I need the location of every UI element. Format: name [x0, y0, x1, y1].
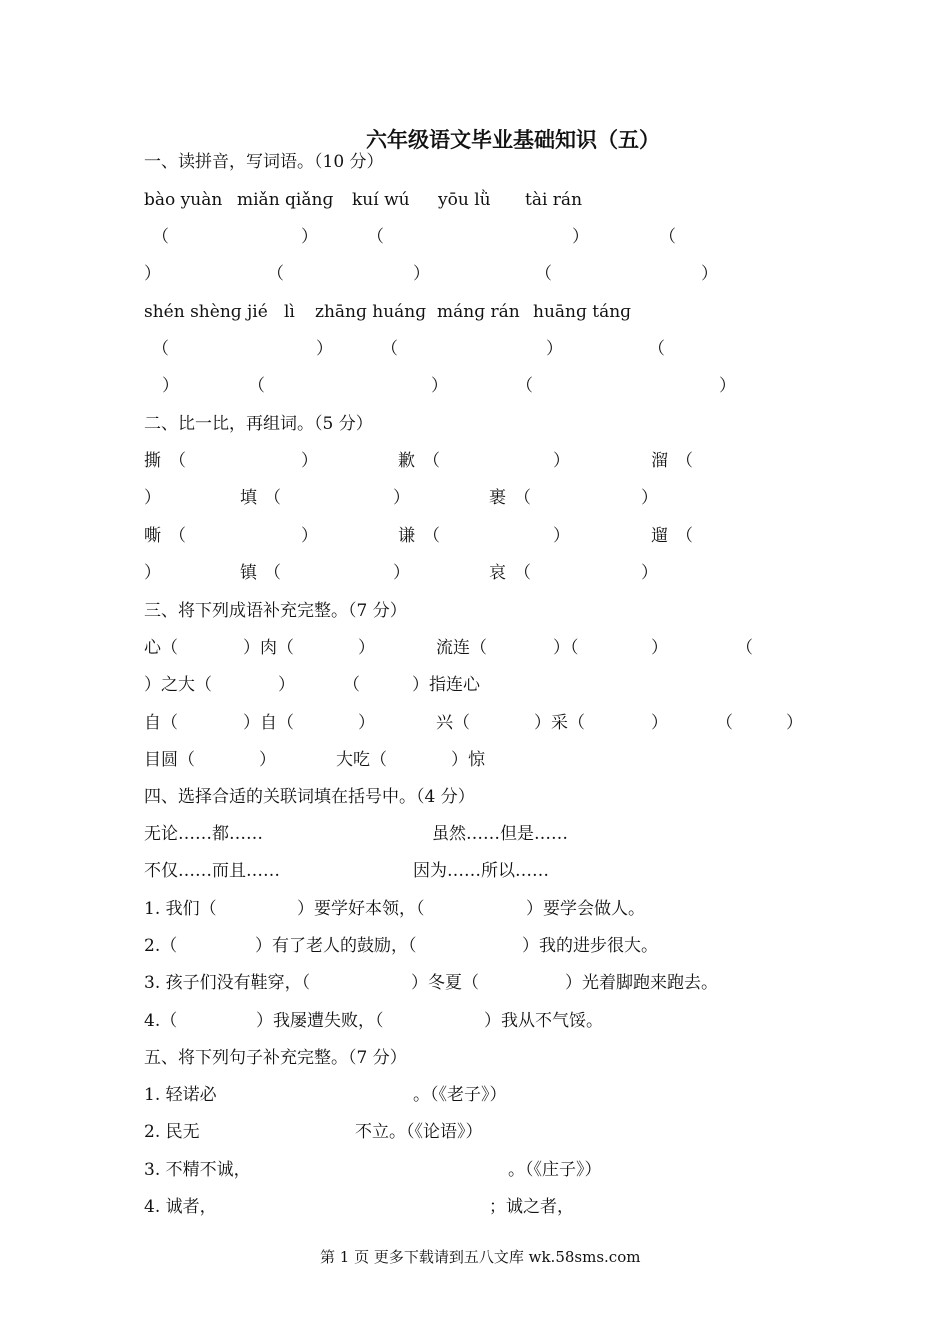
answer-paren: ）	[641, 488, 658, 508]
answer-paren: （	[648, 339, 665, 359]
answer-paren: ）	[553, 526, 570, 546]
question-part: ）光着脚跑来跑去。	[565, 973, 718, 993]
answer-paren: （	[676, 451, 693, 471]
answer-paren: （	[169, 526, 186, 546]
pinyin: miǎn qiǎnɡ	[237, 190, 334, 210]
answer-paren: （	[264, 563, 281, 583]
section-4-heading: 四、选择合适的关联词填在括号中。（4 分）	[144, 787, 475, 807]
answer-paren: ）	[572, 227, 589, 247]
section-3-heading: 三、将下列成语补充完整。（7 分）	[144, 601, 407, 621]
section-5-heading: 五、将下列句子补充完整。（7 分）	[144, 1048, 407, 1068]
answer-paren: ）	[162, 376, 179, 396]
idiom-part: 大吃（	[336, 750, 387, 770]
idiom-part: 流连（	[436, 638, 487, 658]
answer-paren: ）	[301, 227, 318, 247]
page-footer: 第 1 页 更多下载请到五八文库 wk.58sms.com	[320, 1248, 641, 1266]
sentence-part: 不立。（《论语》）	[355, 1122, 483, 1142]
answer-paren: （	[152, 339, 169, 359]
pinyin: yōu lǜ	[438, 190, 491, 210]
question-part: ）要学会做人。	[526, 899, 645, 919]
answer-paren: （	[367, 227, 384, 247]
answer-paren: （	[152, 227, 169, 247]
compare-char: 哀	[489, 563, 506, 583]
conjunction-option: 不仅……而且……	[144, 861, 280, 881]
sentence-part: 4. 诚者，	[144, 1197, 217, 1217]
pinyin: jié lì	[247, 302, 295, 322]
question-part: ）要学好本领，（	[297, 899, 425, 919]
answer-paren: （	[169, 451, 186, 471]
sentence-part: ；诚之者，	[489, 1197, 574, 1217]
idiom-part: 目圆（	[144, 750, 195, 770]
idiom-part: ）	[358, 713, 375, 733]
question-part: ）冬夏（	[411, 973, 479, 993]
idiom-part: 心（	[144, 638, 178, 658]
compare-char: 撕	[144, 451, 161, 471]
question-part: ）有了老人的鼓励，（	[255, 936, 417, 956]
pinyin: tài rán	[525, 190, 583, 210]
question-part: 3. 孩子们没有鞋穿，（	[144, 973, 311, 993]
compare-char: 镇	[240, 563, 257, 583]
sentence-part: 2. 民无	[144, 1122, 200, 1142]
pinyin: bào yuàn	[144, 190, 223, 210]
answer-paren: （	[676, 526, 693, 546]
sentence-part: 1. 轻诺必	[144, 1085, 217, 1105]
answer-paren: （	[514, 563, 531, 583]
compare-char: 嘶	[144, 526, 161, 546]
answer-paren: ）	[546, 339, 563, 359]
idiom-part: ）	[259, 750, 276, 770]
idiom-part: ）	[651, 713, 668, 733]
answer-paren: （	[248, 376, 265, 396]
answer-paren: （	[264, 488, 281, 508]
answer-paren: ）	[393, 488, 410, 508]
answer-paren: （	[267, 264, 284, 284]
answer-paren: （	[659, 227, 676, 247]
conjunction-option: 无论……都……	[144, 824, 263, 844]
idiom-part: ）	[358, 638, 375, 658]
idiom-part: 兴（	[436, 713, 470, 733]
question-part: ）我的进步很大。	[522, 936, 658, 956]
section-1-heading: 一、读拼音，写词语。（10 分）	[144, 152, 384, 172]
idiom-part: 自（	[144, 713, 178, 733]
answer-paren: （	[381, 339, 398, 359]
compare-char: 歉	[398, 451, 415, 471]
idiom-part: ）之大（	[144, 675, 212, 695]
answer-paren: ）	[701, 264, 718, 284]
question-part: ）我从不气馁。	[484, 1011, 603, 1031]
idiom-part: ）指连心	[412, 675, 480, 695]
answer-paren: （	[423, 451, 440, 471]
question-part: 2.（	[144, 936, 178, 956]
pinyin: mánɡ rán	[437, 302, 520, 322]
idiom-part: （	[343, 675, 360, 695]
pinyin: kuí wú	[352, 190, 410, 210]
answer-paren: ）	[301, 526, 318, 546]
sentence-part: 。（《庄子》）	[508, 1160, 602, 1180]
idiom-part: ）	[651, 638, 668, 658]
sentence-part: 3. 不精不诚，	[144, 1160, 251, 1180]
idiom-part: ）（	[553, 638, 579, 658]
answer-paren: ）	[301, 451, 318, 471]
answer-paren: ）	[641, 563, 658, 583]
section-2-heading: 二、比一比，再组词。（5 分）	[144, 414, 373, 434]
idiom-part: ）采（	[534, 713, 585, 733]
answer-paren: ）	[144, 264, 161, 284]
compare-char: 遛	[651, 526, 668, 546]
pinyin: huānɡ tánɡ	[533, 302, 632, 322]
conjunction-option: 因为……所以……	[413, 861, 549, 881]
pinyin: zhānɡ huánɡ	[315, 302, 427, 322]
answer-paren: （	[535, 264, 552, 284]
idiom-part: （	[716, 713, 733, 733]
conjunction-option: 虽然……但是……	[432, 824, 568, 844]
pinyin: shén shènɡ	[144, 302, 242, 322]
answer-paren: （	[516, 376, 533, 396]
compare-char: 填	[240, 488, 257, 508]
question-part: 4.（	[144, 1011, 178, 1031]
idiom-part: ）	[278, 675, 295, 695]
idiom-part: ）自（	[243, 713, 294, 733]
idiom-part: ）	[786, 713, 803, 733]
page-title: 六年级语文毕业基础知识（五）	[366, 127, 660, 152]
answer-paren: （	[423, 526, 440, 546]
answer-paren: ）	[144, 488, 161, 508]
sentence-part: 。（《老子》）	[413, 1085, 507, 1105]
answer-paren: ）	[553, 451, 570, 471]
answer-paren: ）	[144, 563, 161, 583]
idiom-part: ）惊	[451, 750, 485, 770]
idiom-part: ）肉（	[243, 638, 294, 658]
answer-paren: （	[514, 488, 531, 508]
compare-char: 裹	[489, 488, 506, 508]
answer-paren: ）	[431, 376, 448, 396]
compare-char: 谦	[398, 526, 415, 546]
answer-paren: ）	[316, 339, 333, 359]
compare-char: 溜	[651, 451, 668, 471]
question-part: ）我屡遭失败，（	[256, 1011, 384, 1031]
answer-paren: ）	[413, 264, 430, 284]
idiom-part: （	[736, 638, 753, 658]
answer-paren: ）	[393, 563, 410, 583]
answer-paren: ）	[719, 376, 736, 396]
question-part: 1. 我们（	[144, 899, 217, 919]
